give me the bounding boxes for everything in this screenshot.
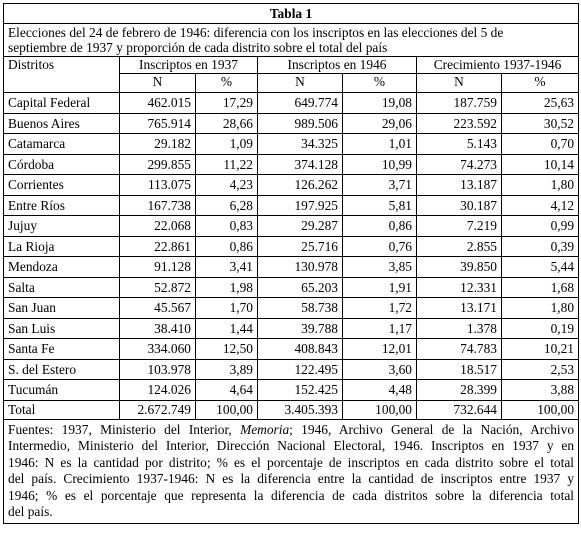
table-cell: 4,48: [343, 380, 417, 401]
table-cell: 989.506: [258, 113, 343, 134]
table-row: [4, 380, 579, 401]
table-cell: 408.843: [258, 339, 343, 360]
table-cell: 13.187: [417, 175, 502, 196]
district-name: Córdoba: [4, 154, 120, 175]
total-cell: 2.672.749: [120, 400, 196, 419]
district-name: Santa Fe: [4, 339, 120, 360]
notes-line: del país.: [8, 504, 53, 520]
table-cell: 1,17: [343, 318, 417, 339]
table-cell: 18.517: [417, 359, 502, 380]
table-cell: 7.219: [417, 216, 502, 237]
table-cell: 1,44: [196, 318, 258, 339]
table-cell: 0,86: [343, 216, 417, 237]
table-cell: 74.783: [417, 339, 502, 360]
table-cell: 1,91: [343, 277, 417, 298]
subheader-cell: %: [196, 74, 258, 93]
table-cell: 10,99: [343, 154, 417, 175]
subheader-cell: N: [258, 74, 343, 93]
table-cell: 22.861: [120, 236, 196, 257]
table-cell: 765.914: [120, 113, 196, 134]
table-cell: 12,50: [196, 339, 258, 360]
subheader-cell: %: [343, 74, 417, 93]
table-row: [4, 195, 579, 216]
table-row: [4, 134, 579, 155]
table-title: Tabla 1: [4, 4, 579, 24]
notes-line: del país. Crecimiento 1937-1946: N es la diferencia entre la cantidad de inscriptos entre 1937 y: [8, 471, 575, 487]
notes-line: 1946: N es la cantidad por distrito; % es el porcentaje de inscriptos en cada distrito sobre el total: [8, 454, 575, 470]
table-cell: 1,98: [196, 277, 258, 298]
table-row: [4, 93, 579, 114]
table-cell: 38.410: [120, 318, 196, 339]
header-group-growth: Crecimiento 1937-1946: [417, 57, 579, 74]
district-name: San Luis: [4, 318, 120, 339]
table-cell: 4,64: [196, 380, 258, 401]
table-cell: 374.128: [258, 154, 343, 175]
subheader-cell: N: [417, 74, 502, 93]
table-cell: 0,70: [502, 134, 579, 155]
total-cell: 100,00: [343, 400, 417, 419]
table-cell: 334.060: [120, 339, 196, 360]
header-group-1937: Inscriptos en 1937: [120, 57, 258, 74]
district-name: La Rioja: [4, 236, 120, 257]
table-cell: 39.850: [417, 257, 502, 278]
table-cell: 19,08: [343, 93, 417, 114]
table-cell: 0,83: [196, 216, 258, 237]
table-cell: 3,85: [343, 257, 417, 278]
table-cell: 130.978: [258, 257, 343, 278]
district-name: Capital Federal: [4, 93, 120, 114]
subheader-cell: %: [502, 74, 579, 93]
table-cell: 1.378: [417, 318, 502, 339]
notes-line: 1946; % es el porcentaje que representa la diferencia de cada distritos sobre la diferencia total: [8, 487, 575, 503]
table-cell: 0,86: [196, 236, 258, 257]
table-cell: 197.925: [258, 195, 343, 216]
notes-line: Intermedio, Ministerio del Interior, Dirección Nacional Electoral, 1946. Inscriptos en 1937 y en: [8, 438, 575, 454]
table-cell: 3,71: [343, 175, 417, 196]
notes-text: Fuentes: 1937, Ministerio del Interior,: [8, 421, 241, 437]
table-total-row: [4, 400, 579, 419]
table-row: [4, 339, 579, 360]
table-cell: 167.738: [120, 195, 196, 216]
table-cell: 25,63: [502, 93, 579, 114]
total-cell: 732.644: [417, 400, 502, 419]
district-name: Mendoza: [4, 257, 120, 278]
table-cell: 3,41: [196, 257, 258, 278]
table-cell: 223.592: [417, 113, 502, 134]
table-cell: 299.855: [120, 154, 196, 175]
table-cell: 0,19: [502, 318, 579, 339]
table-cell: 3,88: [502, 380, 579, 401]
table-row: [4, 318, 579, 339]
table-row: [4, 298, 579, 319]
table-cell: 10,14: [502, 154, 579, 175]
table-caption: [4, 24, 579, 57]
district-name: Jujuy: [4, 216, 120, 237]
table-cell: 122.495: [258, 359, 343, 380]
table-row: [4, 216, 579, 237]
table-cell: 2,53: [502, 359, 579, 380]
table-cell: 91.128: [120, 257, 196, 278]
table-cell: 45.567: [120, 298, 196, 319]
table-cell: 29,06: [343, 113, 417, 134]
caption-line: septiembre de 1937 y proporción de cada distrito sobre el total del país: [8, 40, 388, 55]
district-name: Salta: [4, 277, 120, 298]
table-cell: 17,29: [196, 93, 258, 114]
district-name: Entre Ríos: [4, 195, 120, 216]
data-table: [3, 3, 579, 524]
table-cell: 649.774: [258, 93, 343, 114]
table-cell: 3,89: [196, 359, 258, 380]
table-cell: 187.759: [417, 93, 502, 114]
table-cell: 34.325: [258, 134, 343, 155]
table-row: [4, 257, 579, 278]
table-cell: 3,60: [343, 359, 417, 380]
total-cell: 100,00: [502, 400, 579, 419]
table-cell: 4,23: [196, 175, 258, 196]
table-cell: 1,80: [502, 175, 579, 196]
table-cell: 29.182: [120, 134, 196, 155]
table-cell: 13.171: [417, 298, 502, 319]
table-cell: 2.855: [417, 236, 502, 257]
table-cell: 12.331: [417, 277, 502, 298]
table-cell: 58.738: [258, 298, 343, 319]
notes-text: ; 1946, Archivo General de la Nación, Archivo: [289, 421, 575, 437]
table-cell: 5,81: [343, 195, 417, 216]
total-cell: 3.405.393: [258, 400, 343, 419]
table-cell: 5,44: [502, 257, 579, 278]
table-cell: 1,72: [343, 298, 417, 319]
table-cell: 1,70: [196, 298, 258, 319]
table-cell: 25.716: [258, 236, 343, 257]
header-group-1946: Inscriptos en 1946: [258, 57, 417, 74]
district-name: San Juan: [4, 298, 120, 319]
notes-line: [8, 422, 574, 439]
table-cell: 124.026: [120, 380, 196, 401]
district-name: S. del Estero: [4, 359, 120, 380]
table-cell: 39.788: [258, 318, 343, 339]
table-cell: 30,52: [502, 113, 579, 134]
table-cell: 10,21: [502, 339, 579, 360]
table-cell: 30.187: [417, 195, 502, 216]
total-label: Total: [4, 400, 120, 419]
table-cell: 0,76: [343, 236, 417, 257]
table-cell: 462.015: [120, 93, 196, 114]
table-cell: 1,09: [196, 134, 258, 155]
table-cell: 152.425: [258, 380, 343, 401]
table-container: [3, 3, 579, 524]
caption-line: Elecciones del 24 de febrero de 1946: diferencia con los inscriptos en las elecciones del 5 de: [8, 25, 504, 40]
table-cell: 5.143: [417, 134, 502, 155]
header-districts: Distritos: [4, 57, 120, 93]
table-notes: [4, 419, 579, 524]
district-name: Tucumán: [4, 380, 120, 401]
table-cell: 29.287: [258, 216, 343, 237]
notes-italic-title: Memoria: [240, 421, 290, 437]
table-cell: 4,12: [502, 195, 579, 216]
table-row: [4, 359, 579, 380]
district-name: Corrientes: [4, 175, 120, 196]
table-cell: 12,01: [343, 339, 417, 360]
table-row: [4, 236, 579, 257]
table-cell: 6,28: [196, 195, 258, 216]
subheader-cell: N: [120, 74, 196, 93]
table-cell: 22.068: [120, 216, 196, 237]
table-cell: 1,01: [343, 134, 417, 155]
table-cell: 103.978: [120, 359, 196, 380]
table-row: [4, 277, 579, 298]
table-row: [4, 113, 579, 134]
table-cell: 0,99: [502, 216, 579, 237]
table-cell: 74.273: [417, 154, 502, 175]
table-cell: 1,68: [502, 277, 579, 298]
total-cell: 100,00: [196, 400, 258, 419]
table-cell: 113.075: [120, 175, 196, 196]
table-cell: 28,66: [196, 113, 258, 134]
table-cell: 11,22: [196, 154, 258, 175]
table-row: [4, 175, 579, 196]
table-row: [4, 154, 579, 175]
table-cell: 126.262: [258, 175, 343, 196]
table-cell: 52.872: [120, 277, 196, 298]
table-cell: 0,39: [502, 236, 579, 257]
table-cell: 65.203: [258, 277, 343, 298]
table-cell: 1,80: [502, 298, 579, 319]
district-name: Catamarca: [4, 134, 120, 155]
table-cell: 28.399: [417, 380, 502, 401]
district-name: Buenos Aires: [4, 113, 120, 134]
